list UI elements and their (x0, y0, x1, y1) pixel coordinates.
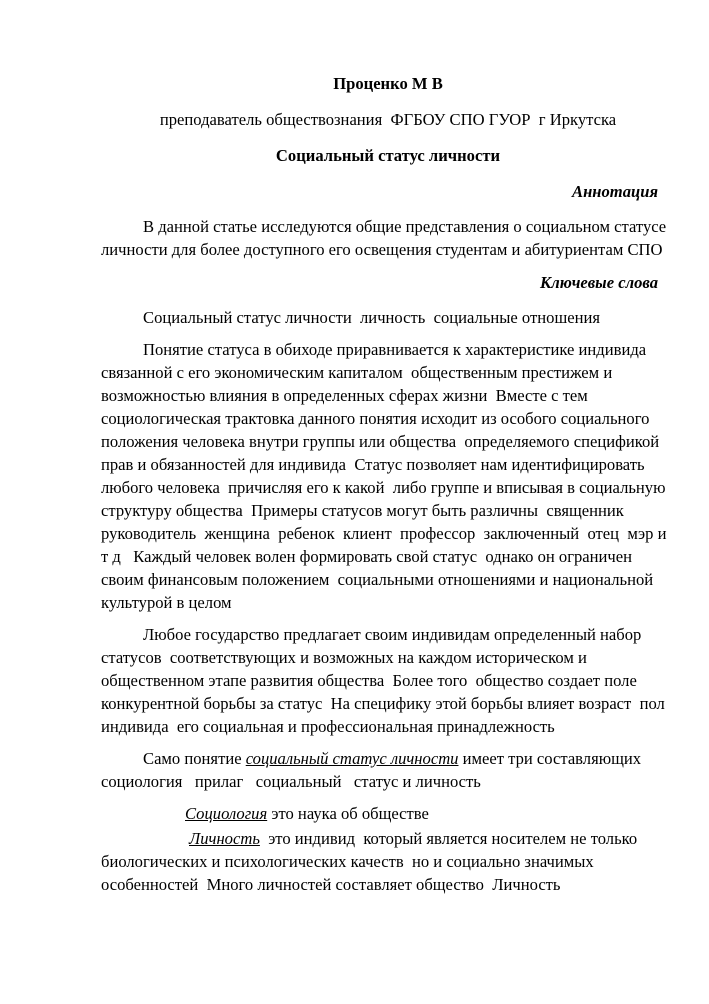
author-line: Проценко М В (333, 74, 443, 93)
affiliation-line: преподаватель обществознания ФГБОУ СПО ГУОР г Иркутска (159, 110, 617, 129)
definition-sociology-text: это наука об обществе (267, 804, 429, 823)
definition-personality-text: это индивид который является носителем не только биологических и психологических качеств но и социально значимых особенностей Много личностей составляет общество Личность (101, 829, 642, 894)
term-sociology: Социология (185, 804, 268, 823)
paragraph-status-concept: Понятие статуса в обиходе приравнивается к характеристике индивида связанной с его экономическим капиталом общественным престижем и возможностью влияния в определенных сферах жизни Вместе с тем социологическая трактовка данного понятия исходит из особого социального положения человека внутри группы или общества определяемого спецификой прав и обязанностей для индивида Статус позволяет нам идентифицировать любого человека причисляя его к какой либо группе и вписывая в социальную структуру общества Примеры статусов могут быть различны священник руководитель женщина ребенок клиент профессор заключенный отец мэр и т д Каждый человек волен формировать свой статус однако он ограничен своим финансовым положением социальными отношениями и национальной культурой в целом (101, 340, 671, 612)
term-components-text-before: Само понятие (143, 749, 246, 768)
annotation-heading: Аннотация (572, 182, 658, 201)
article-title: Социальный статус личности (275, 146, 501, 165)
paragraph-term-components (101, 747, 675, 793)
definition-personality (101, 827, 675, 896)
keywords-line: Социальный статус личности личность социальные отношения (143, 308, 600, 327)
paragraph-state-statuses: Любое государство предлагает своим индивидам определенный набор статусов соответствующих и возможных на каждом историческом и общественном этапе развития общества Более того общество создает поле конкурентной борьбы за статус На специфику этой борьбы влияет возраст пол индивида его социальная и профессиональная принадлежность (101, 625, 669, 736)
term-social-status-personality: социальный статус личности (245, 749, 459, 768)
annotation-paragraph: В данной статье исследуются общие представления о социальном статусе личности для более доступного его освещения студентам и абитуриентам СПО (101, 217, 671, 259)
definition-sociology (101, 802, 675, 825)
term-components-text-after: имеет три составляющих социология прилаг социальный статус и личность (101, 749, 650, 791)
term-personality: Личность (189, 829, 260, 848)
keywords-heading: Ключевые слова (540, 273, 658, 292)
